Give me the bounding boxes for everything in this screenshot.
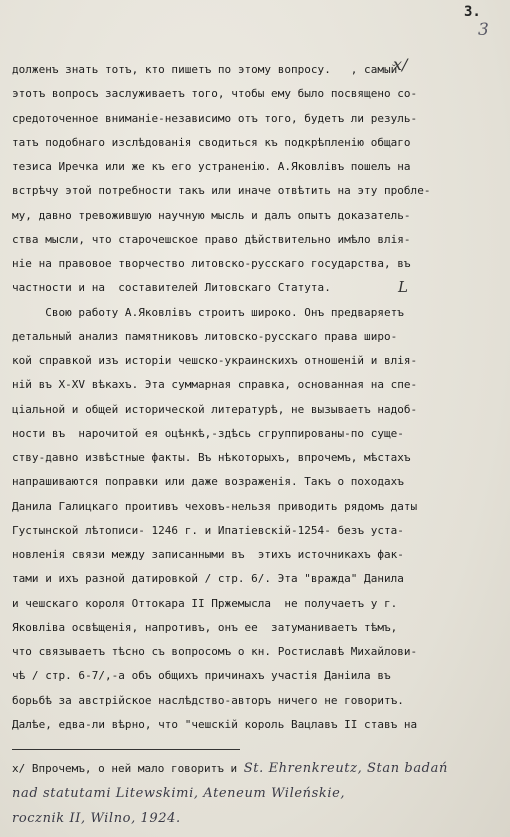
page-number: 3. <box>464 4 481 20</box>
body-line: частности и на составителей Литовскаго Статута. <box>12 281 331 295</box>
footnote <box>12 756 507 831</box>
body-line: новленія связи между записанными въ этихъ источникахъ фак- <box>12 548 404 561</box>
body-line: детальный анализ памятниковъ литовско-русскаго права широ- <box>12 329 398 343</box>
footnote-reference-mark: x/ <box>393 55 408 74</box>
body-line: ній въ X-XV вѣкахъ. Эта суммарная справка, основанная на спе- <box>12 378 418 392</box>
body-line: ству-давно извѣстные факты. Въ нѣкоторыхъ, впрочемъ, мѣстахъ <box>12 451 411 464</box>
body-text <box>12 58 502 737</box>
body-line: ства мысли, что старочешское право дѣйствительно имѣло влія- <box>12 232 411 246</box>
body-line: Яковліва освѣщенія, напротивъ, онъ ее затуманиваетъ тѣмъ, <box>12 620 398 634</box>
body-line: Далѣе, едва-ли вѣрно, что "чешскій король Вацлавъ II ставъ на <box>12 717 418 731</box>
body-line: что связываетъ тѣсно съ вопросомъ о кн. Ростиславѣ Михайлови- <box>12 645 418 658</box>
handwritten-end-mark: L <box>398 278 408 296</box>
body-line: кой справкой изъ исторіи чешско-украинскихъ отношеній и влія- <box>12 354 418 367</box>
body-line: встрѣчу этой потребности такъ или иначе отвѣтить на эту пробле- <box>12 184 431 198</box>
body-line: этотъ вопросъ заслуживаетъ того, чтобы ему было посвящено со- <box>12 87 418 101</box>
footnote-handwritten-line: rocznik II, Wilno, 1924. <box>12 811 181 826</box>
body-line: ціальной и общей исторической литературѣ, не вызываетъ надоб- <box>12 402 418 416</box>
body-line: борьбѣ за австрійское наслѣдство-авторъ ничего не говоритъ. <box>12 693 404 707</box>
footnote-handwritten-text: St. Ehrenkreutz, Stan badań <box>243 761 448 776</box>
body-line: чѣ / стр. 6-7/,-а объ общихъ причинахъ участія Даніила въ <box>12 669 391 683</box>
body-line: ніе на правовое творчество литовско-русскаго государства, въ <box>12 257 411 270</box>
body-line: средоточенное вниманіе-независимо отъ того, будетъ ли резуль- <box>12 111 418 125</box>
body-line: татъ подобнаго изслѣдованія сводиться къ подкрѣпленію общаго <box>12 135 411 149</box>
body-line: тезиса Иречка или же къ его устраненію. А.Яковлівъ пошелъ на <box>12 160 411 173</box>
footnote-divider <box>12 749 240 750</box>
body-line: Свою работу А.Яковлівъ строитъ широко. Онъ предваряетъ <box>12 305 404 319</box>
body-line: му, давно тревожившую научную мысль и далъ опытъ доказатель- <box>12 208 411 222</box>
body-line: ности въ нарочитой ея оцѣнкѣ,-здѣсь сгруппированы-по суще- <box>12 426 404 440</box>
footnote-typed-text: x/ Впрочемъ, о ней мало говоритъ и <box>12 762 244 775</box>
body-line: и чешскаго короля Оттокара II Пржемысла не получаетъ у г. <box>12 596 398 610</box>
footnote-handwritten-line: nad statutami Litewskimi, Ateneum Wileńskie, <box>12 786 346 801</box>
body-line: тами и ихъ разной датировкой / стр. 6/. Эта "вражда" Данила <box>12 572 404 586</box>
body-line: Густынской лѣтописи- 1246 г. и Ипатіевскій-1254- безъ уста- <box>12 523 404 537</box>
handwritten-page-number: 3 <box>478 20 489 40</box>
body-line: Данила Галицкаго проитивъ чеховъ-нельзя приводить рядомъ даты <box>12 499 418 513</box>
body-line: долженъ знать тотъ, кто пишетъ по этому вопросу. , самый <box>12 63 398 76</box>
footnote-line <box>12 756 507 781</box>
body-line: напрашиваются поправки или даже возраженія. Такъ о походахъ <box>12 475 404 489</box>
